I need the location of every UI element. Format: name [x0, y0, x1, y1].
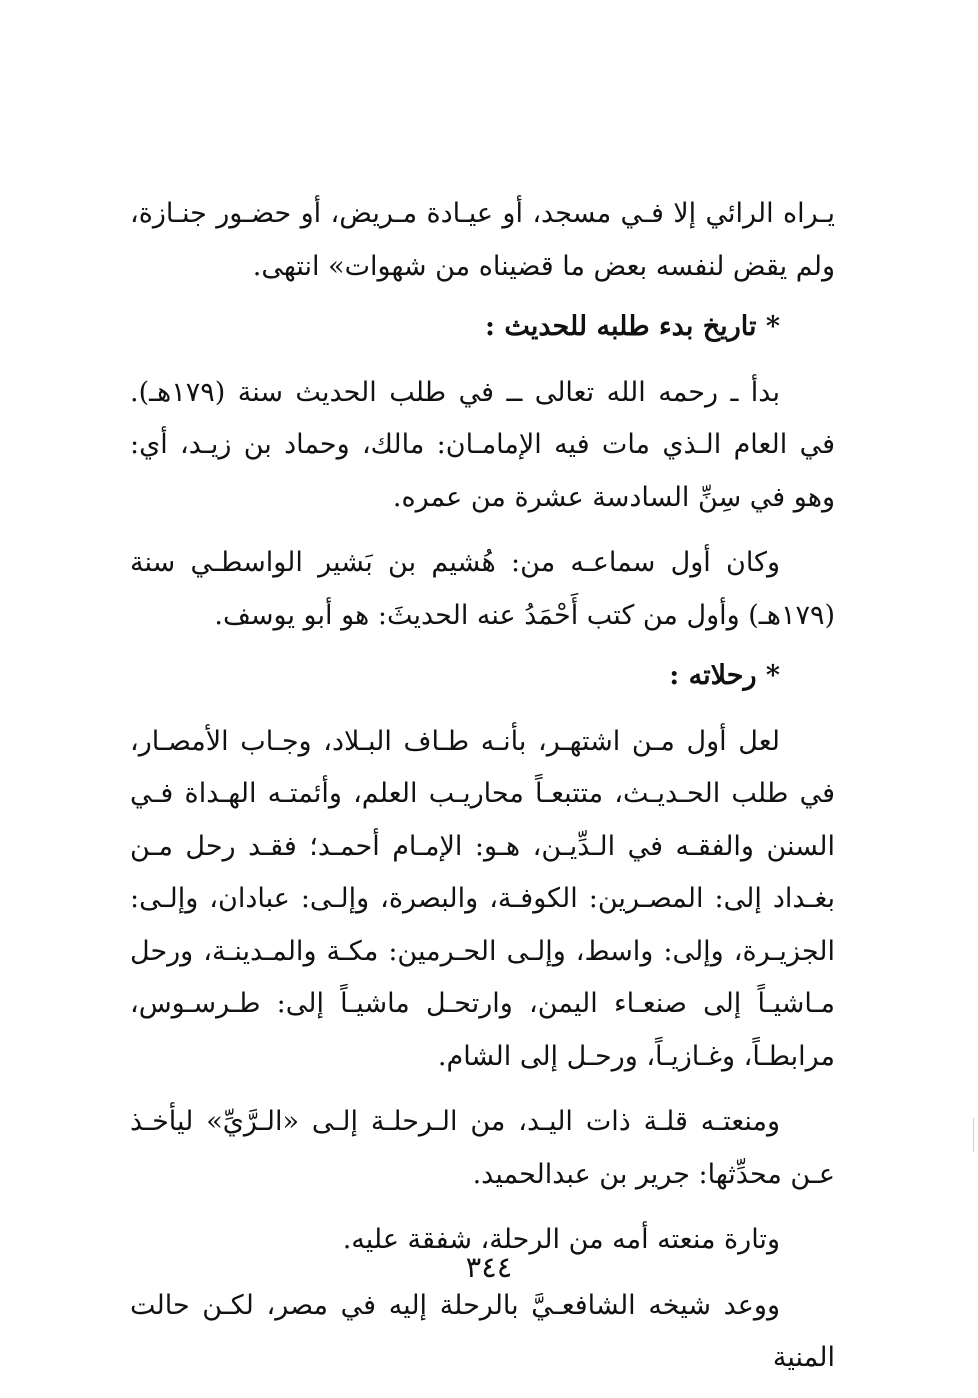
paragraph-first-hearing: وكان أول سماعـه من: هُشيم بن بَشير الواسطـي سنة (١٧٩هـ) وأول من كتب أَحْمَدُ عنه الحديثَ: هو أبو يوسف.: [130, 547, 835, 631]
paragraph-shafii-promise: ووعد شيخه الشافعـيَّ بالرحلة إليه في مصر، لكـن حالت المنية: [130, 1289, 835, 1373]
section-heading-hadith-start: * تاريخ بدء طلبه للحديث :: [484, 311, 780, 342]
paragraph-travels: لعل أول مـن اشتهـر، بأنـه طـاف البـلاد، وجـاب الأمصـار، في طلب الحـديـث، متتبعـاً محاريـب العلم، وأئمتـه الهـداة فـي السنن والفقـه في الـدِّيـن، هـو: الإمـام أحمـد؛ فقـد رحل مـن بغـداد إلى: المصـرين: الكوفـة، والبصرة، وإلـى: عبادان، وإلـى: الجزيـرة، وإلى: واسط، وإلـى الحـرمين: مكـة والمـدينـة، ورحل مـاشيـاً إلى صنعـاء اليمن، وارتحـل ماشيـاً إلى: طـرسـوس، مرابطـاً، وغـازيـاً، ورحـل إلى الشام.: [130, 725, 835, 1072]
section-heading-travels: * رحلاته :: [669, 660, 780, 691]
paragraph-ray-journey: ومنعتـه قلـة ذات اليـد، من الـرحلـة إلـى «الـرَّيِّ» ليأخـذ عـن محدِّثها: جرير بن عبدالحميد.: [130, 1106, 835, 1190]
page-body-text: [130, 188, 835, 1385]
paragraph-mother-prevented: وتارة منعته أمه من الرحلة، شفقة عليه.: [342, 1224, 780, 1255]
scan-edge-mark: [973, 1118, 974, 1152]
page-number: ٣٤٤: [465, 1250, 513, 1284]
paragraph-continuation: يـراه الرائي إلا فـي مسجد، أو عيـادة مـريض، أو حضـور جنـازة، ولم يقض لنفسه بعض ما قضيناه من شهوات» انتهى.: [130, 198, 835, 282]
paragraph-start-of-study: بدأ ـ رحمه الله تعالى ــ في طلب الحديث سنة (١٧٩هـ). في العام الـذي مات فيه الإمامـان: مالك، وحماد بن زيـد، أي: وهو في سِنِّ السادسة عشرة من عمره.: [130, 376, 835, 513]
